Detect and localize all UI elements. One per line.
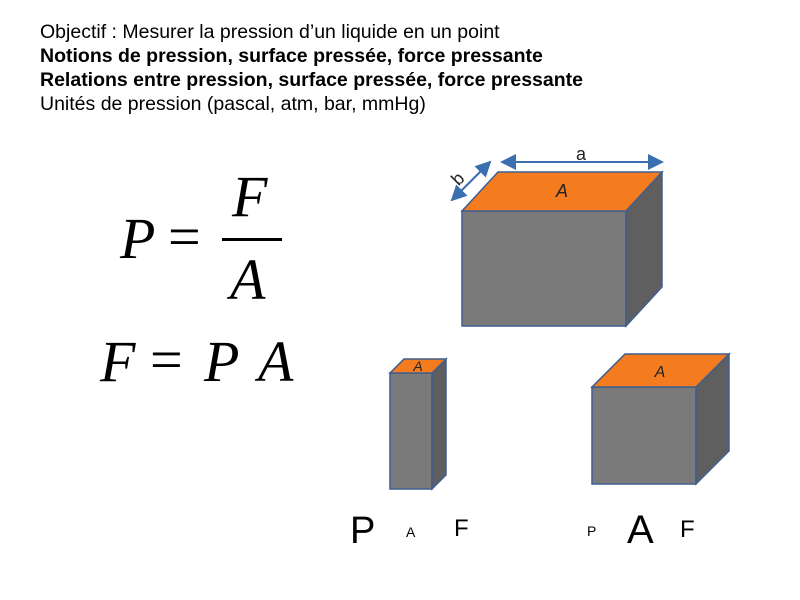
notions-text: Notions de pression, surface pressée, force pressante [40,45,543,67]
wide-force-label: F [680,516,695,543]
narrow-force-label: F [454,515,469,542]
narrow-box-front [390,373,432,489]
formula-f-lhs: F [100,329,136,394]
wide-box-front [592,387,696,484]
formula-p-lhs: P [120,206,156,271]
wide-box [592,354,729,484]
narrow-box-side [432,359,446,489]
narrow-pressure-label: P [350,510,376,552]
formula-equals-2: = [150,327,183,392]
relations-text: Relations entre pression, surface pressée, force pressante [40,69,583,91]
formula-equals: = [168,204,201,269]
narrow-box-face-label: A [413,358,423,374]
formula-p-rhs: P [204,329,240,394]
large-box-face-label: A [555,181,569,201]
units-text: Unités de pression (pascal, atm, bar, mmHg) [40,93,426,115]
wide-area-label: A [627,508,654,552]
wide-box-face-label: A [654,364,666,381]
dimension-b-label: b [447,168,469,190]
dimension-a-label: a [575,144,587,164]
formula-numerator: F [232,164,268,229]
objective-text: Objectif : Mesurer la pression d’un liquide en un point [40,21,500,43]
formula-a-rhs: A [258,329,294,394]
formula-denominator: A [230,247,266,312]
narrow-area-label: A [406,524,416,540]
large-box [447,144,662,326]
wide-pressure-label: P [587,523,597,539]
narrow-box [390,358,446,489]
large-box-front [462,211,626,326]
